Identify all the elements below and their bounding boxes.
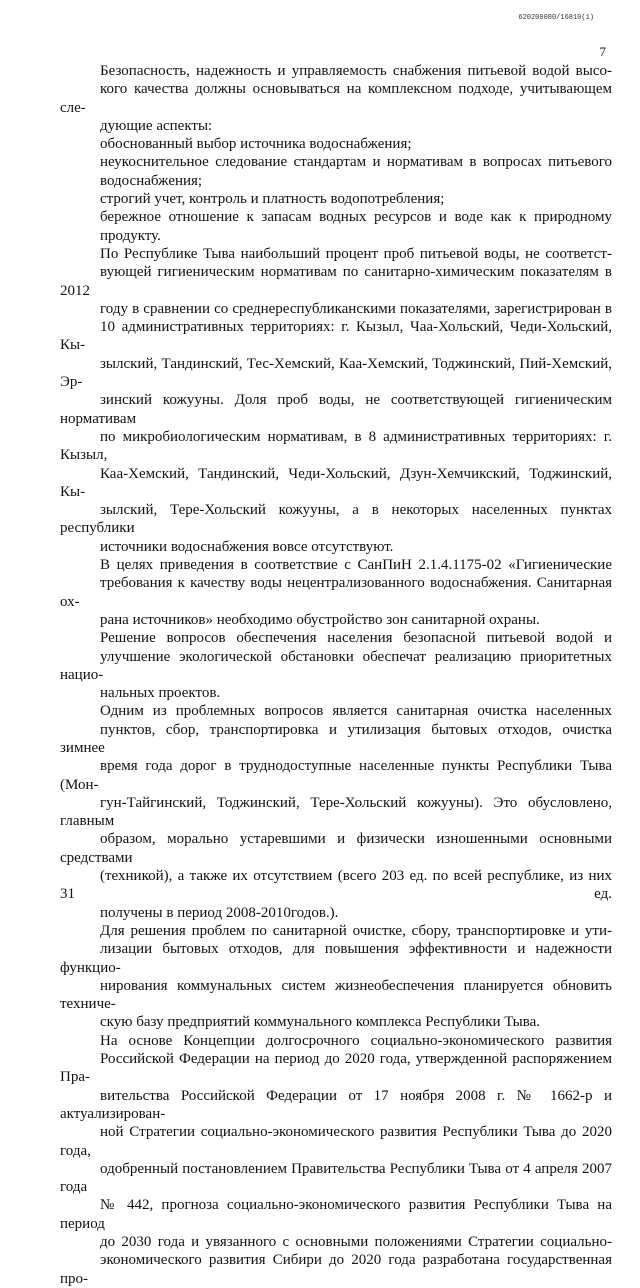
text-line: строгий учет, контроль и платность водопотребления; bbox=[100, 191, 445, 208]
text-line: водоснабжения; bbox=[100, 172, 203, 189]
text-line: Для решения проблем по санитарной очистке, сбору, транспортировке и ути- bbox=[100, 922, 612, 939]
text-line: пунктов, сбор, транспортировка и утилизация бытовых отходов, очистка зимнее bbox=[60, 721, 612, 756]
text-line: до 2030 года и увязанного с основными положениями Стратегии социально- bbox=[100, 1234, 612, 1250]
text-line: (техникой), а также их отсутствием (всего 203 ед. по всей республике, из них 31 ед. bbox=[60, 868, 612, 903]
paragraph bbox=[60, 135, 612, 153]
paragraph bbox=[60, 153, 612, 190]
paragraph bbox=[60, 245, 612, 556]
text-line: 10 административных территориях: г. Кызыл, Чаа-Хольский, Чеди-Хольский, Кы- bbox=[60, 319, 612, 354]
text-line: № 442, прогноза социально-экономического развития Республики Тыва на период bbox=[60, 1197, 612, 1232]
document-body bbox=[60, 62, 612, 1288]
text-line: Безопасность, надежность и управляемость снабжения питьевой водой высо- bbox=[100, 63, 612, 79]
text-line: На основе Концепции долгосрочного социально-экономического развития bbox=[100, 1032, 612, 1049]
paragraph bbox=[60, 702, 612, 922]
text-line: нирования коммунальных систем жизнеобеспечения планируется обновить техниче- bbox=[60, 977, 612, 1013]
text-line: время года дорог в труднодоступные населенные пункты Республики Тыва (Мон- bbox=[60, 758, 612, 793]
text-line: требования к качеству воды нецентрализованного водоснабжения. Санитарная ох- bbox=[60, 575, 612, 610]
document-id: 620200080/16810(1) bbox=[518, 14, 594, 22]
text-line: получены в период 2008-2010годов.). bbox=[100, 904, 339, 921]
text-line: нальных проектов. bbox=[100, 685, 221, 702]
text-line: кого качества должны основываться на комплексном подходе, учитывающем сле- bbox=[60, 81, 612, 116]
paragraph bbox=[60, 208, 612, 245]
text-line: зылский, Тере-Хольский кожууны, а в некоторых населенных пунктах республики bbox=[60, 502, 612, 537]
paragraph bbox=[60, 62, 612, 135]
text-line: образом, морально устаревшими и физически изношенными основными средствами bbox=[60, 831, 612, 866]
text-line: По Республике Тыва наибольший процент проб питьевой воды, не соответст- bbox=[100, 245, 612, 262]
text-line: Российской Федерации на период до 2020 года, утвержденной распоряжением Пра- bbox=[60, 1051, 612, 1086]
text-line: продукту. bbox=[100, 227, 161, 244]
page-number: 7 bbox=[599, 44, 606, 59]
text-line: лизации бытовых отходов, для повышения эффективности и надежности функцио- bbox=[60, 941, 612, 976]
text-line: зинский кожууны. Доля проб воды, не соответствующей гигиеническим нормативам bbox=[60, 392, 612, 427]
paragraph bbox=[60, 190, 612, 208]
paragraph bbox=[60, 1032, 612, 1288]
text-line: Каа-Хемский, Тандинский, Чеди-Хольский, Дзун-Хемчикский, Тоджинский, Кы- bbox=[60, 465, 612, 500]
text-line: одобренный постановлением Правительства Республики Тыва от 4 апреля 2007 года bbox=[60, 1160, 612, 1196]
paragraph bbox=[60, 922, 612, 1032]
text-line: обоснованный выбор источника водоснабжения; bbox=[100, 136, 412, 153]
text-line: ной Стратегии социально-экономического развития Республики Тыва до 2020 года, bbox=[60, 1124, 612, 1159]
text-line: экономического развития Сибири до 2020 года разработана государственная про- bbox=[60, 1252, 612, 1287]
text-line: Одним из проблемных вопросов является санитарная очистка населенных bbox=[100, 703, 612, 720]
text-line: В целях приведения в соответствие с СанПиН 2.1.4.1175-02 «Гигиенические bbox=[100, 557, 612, 574]
text-line: рана источников» необходимо обустройство зон санитарной охраны. bbox=[100, 611, 540, 628]
text-line: скую базу предприятий коммунального комплекса Республики Тыва. bbox=[100, 1014, 541, 1031]
text-line: дующие аспекты: bbox=[100, 117, 213, 134]
paragraph bbox=[60, 629, 612, 702]
text-line: гун-Тайгинский, Тоджинский, Тере-Хольский кожууны). Это обусловлено, главным bbox=[60, 794, 612, 830]
text-line: вующей гигиеническим нормативам по санитарно-химическим показателям в 2012 bbox=[60, 264, 612, 299]
text-line: неукоснительное следование стандартам и нормативам в вопросах питьевого bbox=[100, 154, 612, 171]
text-line: бережное отношение к запасам водных ресурсов и воде как к природному bbox=[100, 209, 612, 226]
text-line: по микробиологическим нормативам, в 8 административных территориях: г. Кызыл, bbox=[60, 428, 612, 464]
text-line: году в сравнении со среднереспубликанскими показателями, зарегистрирован в bbox=[100, 300, 612, 317]
text-line: источники водоснабжения вовсе отсутствуют. bbox=[100, 538, 394, 555]
text-line: улучшение экологической обстановки обеспечат реализацию приоритетных нацио- bbox=[60, 648, 612, 683]
paragraph bbox=[60, 556, 612, 629]
text-line: Решение вопросов обеспечения населения безопасной питьевой водой и bbox=[100, 630, 612, 647]
text-line: зылский, Тандинский, Тес-Хемский, Каа-Хемский, Тоджинский, Пий-Хемский, Эр- bbox=[60, 355, 612, 391]
text-line: вительства Российской Федерации от 17 ноября 2008 г. № 1662-р и актуализирован- bbox=[60, 1087, 612, 1122]
